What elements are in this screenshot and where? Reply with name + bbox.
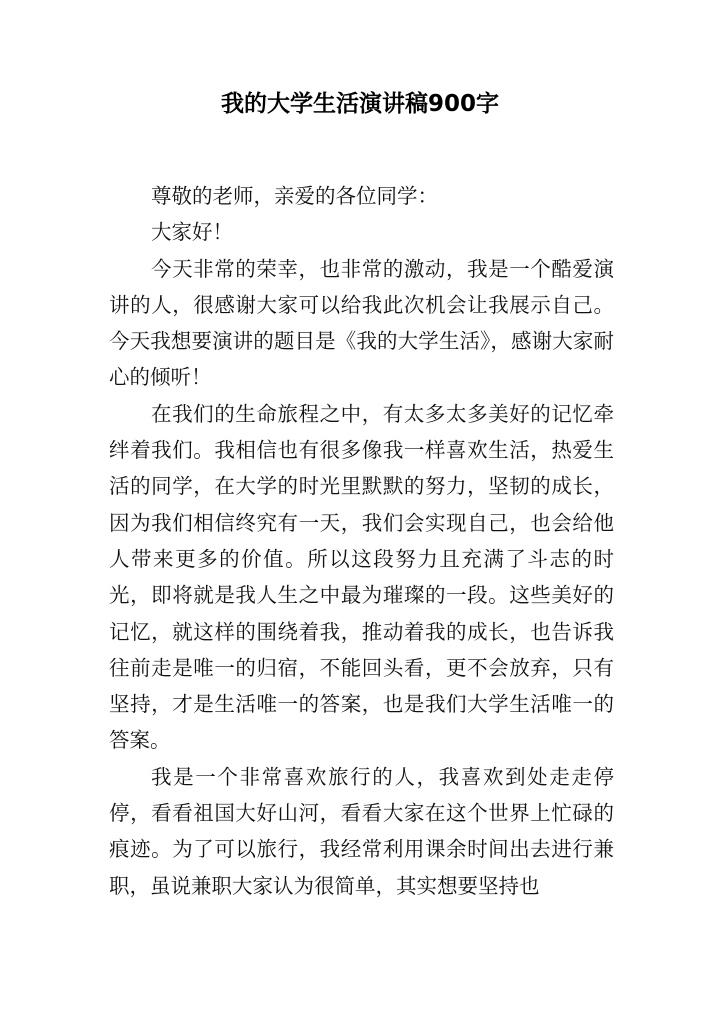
document-title: 我的大学生活演讲稿900字 xyxy=(220,91,499,117)
document-body xyxy=(109,178,614,904)
paragraph-greeting: 大家好！ xyxy=(151,220,233,245)
paragraph-salutation: 尊敬的老师，亲爱的各位同学： xyxy=(151,184,438,208)
paragraph-travel: 我是一个非常喜欢旅行的人，我喜欢到处走走停停，看看祖国大好山河，看看大家在这个世界上忙碌的痕迹。为了可以旅行，我经常利用课余时间出去进行兼职，虽说兼职大家认为很简单，其实想要坚持也 xyxy=(109,764,614,898)
paragraph-memories: 在我们的生命旅程之中，有太多太多美好的记忆牵绊着我们。我相信也有很多像我一样喜欢生活，热爱生活的同学，在大学的时光里默默的努力，坚韧的成长，因为我们相信终究有一天，我们会实现自己，也会给他人带来更多的价值。所以这段努力且充满了斗志的时光，即将就是我人生之中最为璀璨的一段。这些美好的记忆，就这样的围绕着我，推动着我的成长，也告诉我往前走是唯一的归宿，不能回头看，更不会放弃，只有坚持，才是生活唯一的答案，也是我们大学生活唯一的答案。 xyxy=(109,401,614,753)
paragraph-introduction: 今天非常的荣幸，也非常的激动，我是一个酷爱演讲的人，很感谢大家可以给我此次机会让我展示自己。今天我想要演讲的题目是《我的大学生活》，感谢大家耐心的倾听！ xyxy=(109,256,614,390)
